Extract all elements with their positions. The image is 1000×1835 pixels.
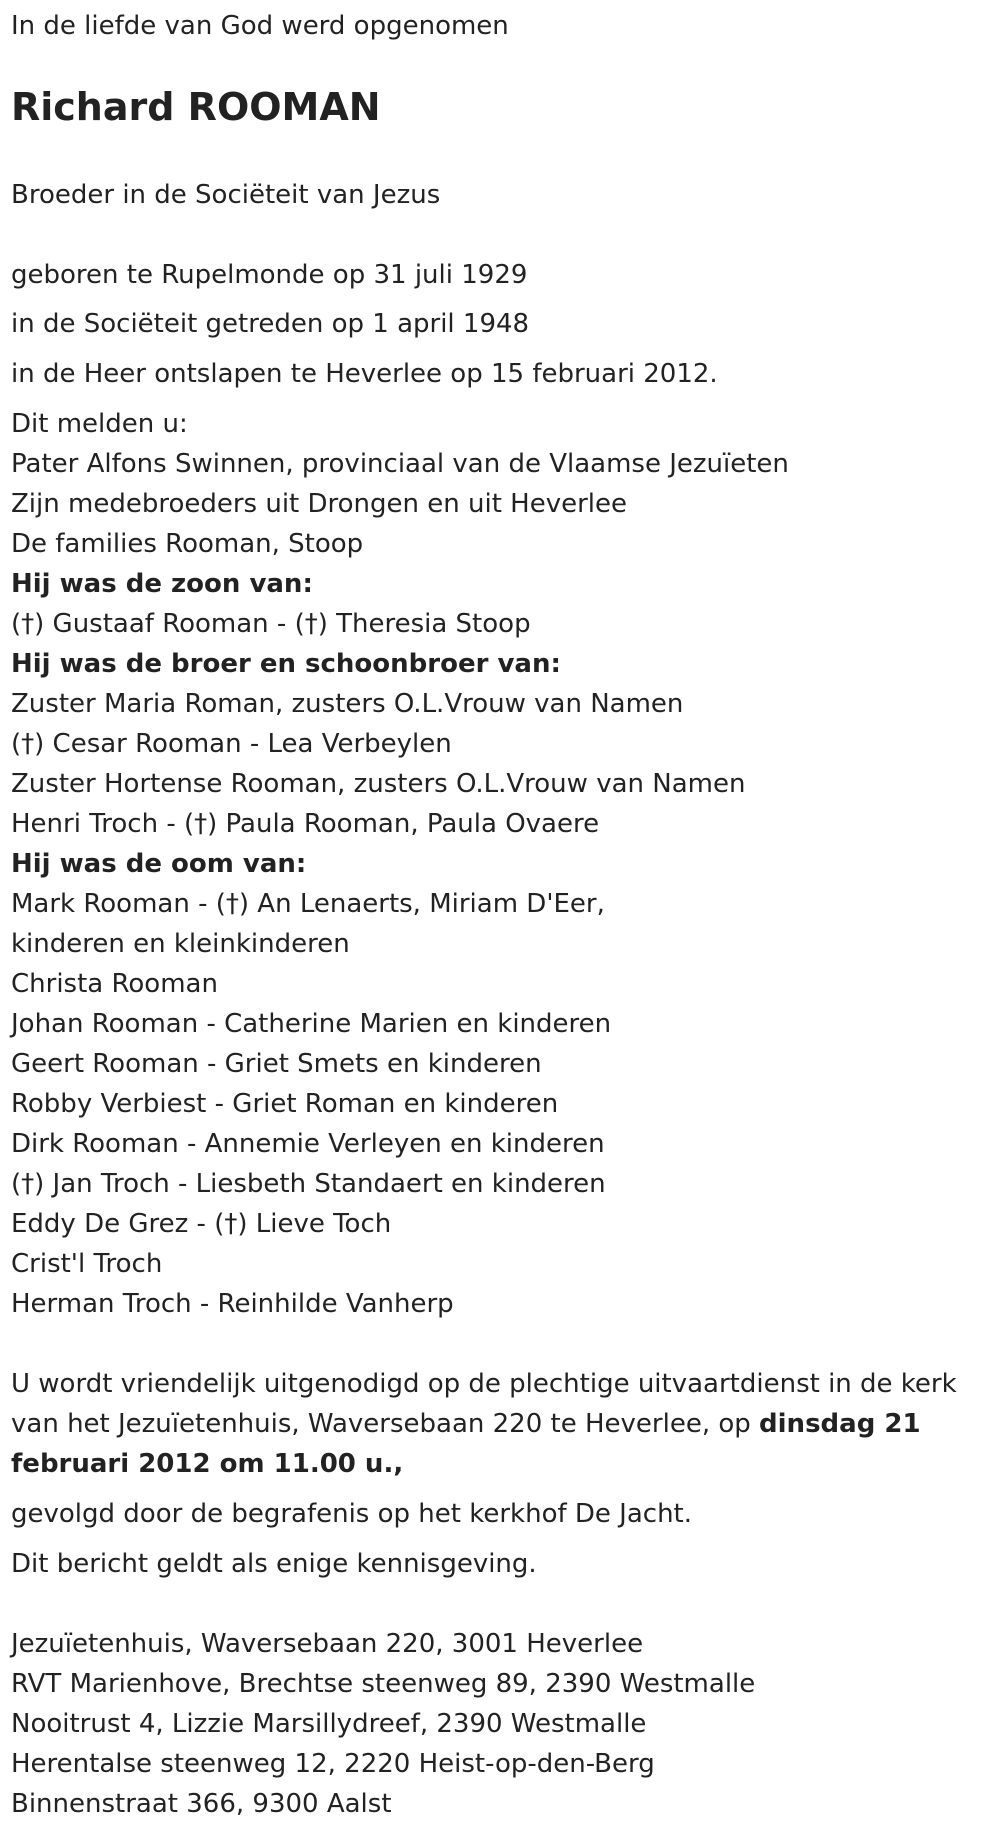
nephew-line: Dirk Rooman - Annemie Verleyen en kinderen [11, 1129, 605, 1159]
address-line: Jezuïetenhuis, Waversebaan 220, 3001 Heverlee [11, 1629, 644, 1659]
nephew-line: Geert Rooman - Griet Smets en kinderen [11, 1049, 542, 1079]
nephew-line: Mark Rooman - (†) An Lenaerts, Miriam D'Eer, [11, 889, 605, 919]
parents-line: (†) Gustaaf Rooman - (†) Theresia Stoop [11, 609, 531, 639]
sibling-line: Henri Troch - (†) Paula Rooman, Paula Ovaere [11, 809, 600, 839]
nephew-line: Robby Verbiest - Griet Roman en kinderen [11, 1089, 559, 1119]
burial-text: gevolgd door de begrafenis op het kerkhof De Jacht. [11, 1499, 693, 1529]
sibling-line: (†) Cesar Rooman - Lea Verbeylen [11, 729, 452, 759]
entered-text: in de Sociëteit getreden op 1 april 1948 [11, 309, 530, 339]
address-line: Nooitrust 4, Lizzie Marsillydreef, 2390 Westmalle [11, 1709, 647, 1739]
son-heading: Hij was de zoon van: [11, 569, 313, 599]
brother-heading: Hij was de broer en schoonbroer van: [11, 649, 561, 679]
service-datetime: dinsdag 21 februari 2012 om 11.00 u., [11, 1409, 921, 1479]
address-line: RVT Marienhove, Brechtse steenweg 89, 2390 Westmalle [11, 1669, 756, 1699]
address-line: Herentalse steenweg 12, 2220 Heist-op-den-Berg [11, 1749, 655, 1779]
sibling-line: Zuster Maria Roman, zusters O.L.Vrouw van Namen [11, 689, 684, 719]
sibling-line: Zuster Hortense Rooman, zusters O.L.Vrouw van Namen [11, 769, 746, 799]
address-line: Binnenstraat 366, 9300 Aalst [11, 1789, 392, 1819]
nephew-line: Johan Rooman - Catherine Marien en kinderen [11, 1009, 612, 1039]
deceased-name: Richard ROOMAN [11, 85, 381, 129]
nephew-line: Christa Rooman [11, 969, 218, 999]
announcers-heading: Dit melden u: [11, 409, 188, 439]
death-text: in de Heer ontslapen te Heverlee op 15 februari 2012. [11, 359, 718, 389]
nephew-line: kinderen en kleinkinderen [11, 929, 350, 959]
nephew-line: Eddy De Grez - (†) Lieve Toch [11, 1209, 392, 1239]
notice-text: Dit bericht geldt als enige kennisgeving. [11, 1549, 537, 1579]
announcer-line: De families Rooman, Stoop [11, 529, 364, 559]
nephew-line: Crist'l Troch [11, 1249, 163, 1279]
uncle-heading: Hij was de oom van: [11, 849, 307, 879]
announcer-line: Pater Alfons Swinnen, provinciaal van de Vlaamse Jezuïeten [11, 449, 789, 479]
intro-text: In de liefde van God werd opgenomen [11, 11, 509, 41]
nephew-line: (†) Jan Troch - Liesbeth Standaert en kinderen [11, 1169, 606, 1199]
invitation-text: U wordt vriendelijk uitgenodigd op de plechtige uitvaartdienst in de kerk van het Jezuïetenhuis, Waversebaan 220 te Heverlee, op [11, 1369, 957, 1439]
invitation-paragraph [11, 1364, 996, 1484]
nephew-line: Herman Troch - Reinhilde Vanherp [11, 1289, 454, 1319]
birth-text: geboren te Rupelmonde op 31 juli 1929 [11, 260, 528, 290]
announcer-line: Zijn medebroeders uit Drongen en uit Heverlee [11, 489, 628, 519]
role-text: Broeder in de Sociëteit van Jezus [11, 180, 441, 210]
